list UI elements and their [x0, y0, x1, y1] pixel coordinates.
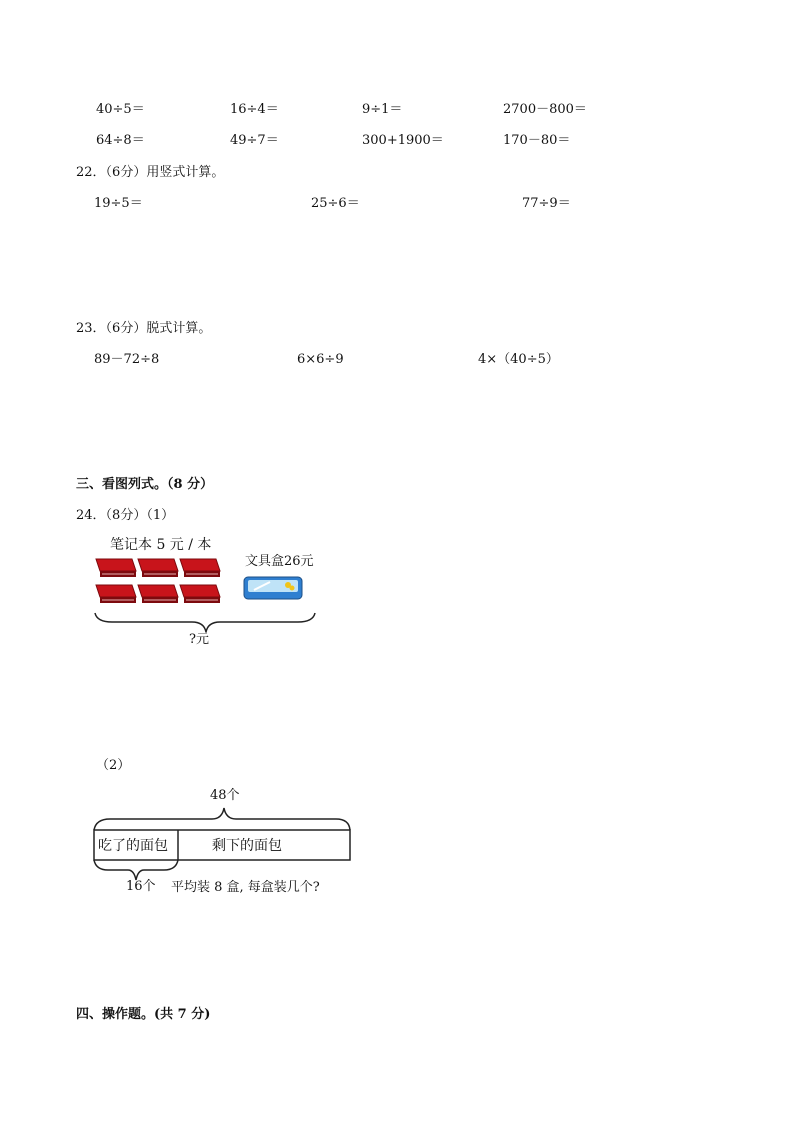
- q22-item-3: 77÷9＝: [522, 196, 571, 211]
- calc-2-1: 64÷8＝: [96, 133, 145, 148]
- q23-title: 23．（6分）脱式计算。: [76, 321, 212, 336]
- notebook-icon: [180, 559, 220, 577]
- eaten-count-label: 16个: [126, 879, 156, 894]
- eaten-bread-label: 吃了的面包: [98, 838, 168, 854]
- notebook-icon: [96, 559, 136, 577]
- bottom-brace: [94, 860, 178, 880]
- total-price-label: ?元: [189, 632, 209, 647]
- q24-part2-label: （2）: [96, 758, 131, 773]
- calc-1-2: 16÷4＝: [230, 102, 279, 117]
- calc-1-4: 2700－800＝: [503, 102, 587, 117]
- remaining-bread-label: 剩下的面包: [212, 838, 282, 854]
- notebook-price-label: 笔记本 5 元 / 本: [110, 537, 212, 553]
- notebook-icon: [180, 585, 220, 603]
- calc-2-3: 300+1900＝: [362, 133, 444, 148]
- notebook-drawing: [92, 535, 328, 651]
- q22-title: 22．（6分）用竖式计算。: [76, 165, 225, 180]
- pencil-box-icon: [244, 577, 302, 599]
- calc-1-3: 9÷1＝: [362, 102, 403, 117]
- total-bread-label: 48个: [210, 788, 240, 803]
- q22-item-2: 25÷6＝: [311, 196, 360, 211]
- section-3-title: 三、看图列式。（8 分）: [76, 477, 214, 492]
- section-4-title: 四、操作题。(共 7 分): [76, 1007, 211, 1022]
- calc-2-4: 170－80＝: [503, 133, 571, 148]
- notebook-figure: [92, 535, 328, 651]
- top-brace: [94, 808, 350, 830]
- calc-1-1: 40÷5＝: [96, 102, 145, 117]
- q24-title: 24．（8分）（1）: [76, 508, 175, 523]
- q22-item-1: 19÷5＝: [94, 196, 143, 211]
- pencil-box-price-label: 文具盒26元: [245, 554, 314, 569]
- calc-2-2: 49÷7＝: [230, 133, 279, 148]
- q23-item-2: 6×6÷9: [297, 352, 344, 367]
- q23-item-3: 4×（40÷5）: [478, 352, 559, 367]
- notebook-icon: [138, 585, 178, 603]
- bread-question: 平均装 8 盒, 每盒装几个?: [171, 880, 320, 895]
- bread-diagram: [88, 784, 358, 900]
- q23-item-1: 89－72÷8: [94, 352, 160, 367]
- total-brace: [95, 613, 315, 632]
- notebook-icon: [96, 585, 136, 603]
- notebook-icon: [138, 559, 178, 577]
